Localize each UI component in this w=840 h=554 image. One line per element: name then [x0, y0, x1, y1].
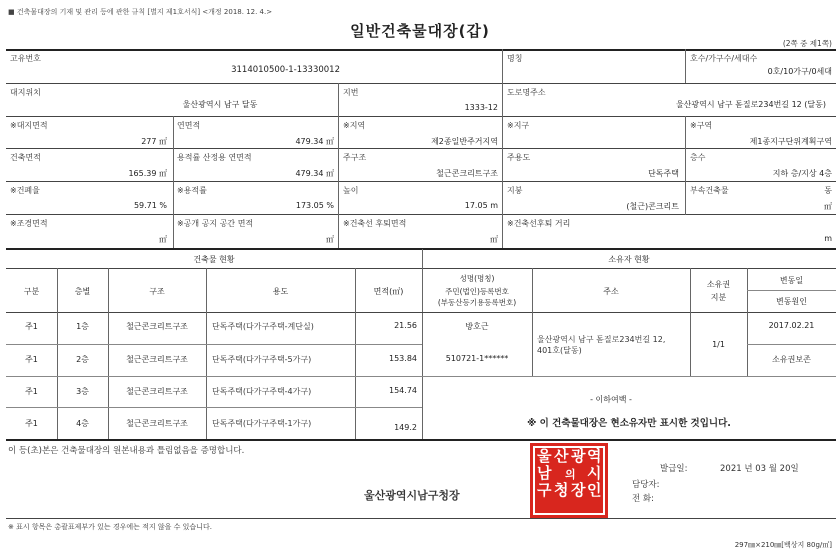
road-address-label: 도로명주소 [507, 88, 546, 97]
paper-size-note: 297㎜×210㎜[백상지 80g/㎡] [734, 541, 832, 549]
coverage-ratio-value: 59.71 % [133, 201, 167, 210]
col-area: 면적(㎡) [373, 287, 404, 296]
zone-label: ※지역 [343, 121, 366, 130]
owner-notice: ※ 이 건축물대장은 현소유자만 표시한 것입니다. [527, 418, 731, 429]
staff-label: 담당자: [632, 480, 660, 490]
building-area-label: 건축면적 [10, 153, 41, 162]
col-structure: 구조 [149, 287, 165, 296]
ot-change-divider [747, 290, 836, 291]
ot-change-row-divider [747, 344, 836, 345]
district-label: ※지구 [507, 121, 530, 130]
lot-value: 1333-12 [464, 103, 498, 112]
area-zone-label: ※구역 [690, 121, 713, 130]
bt-row-line-1 [6, 344, 422, 345]
coverage-ratio-label: ※건폐율 [10, 186, 40, 195]
loc-vline-2 [502, 83, 503, 116]
floors-value: 지하 층/지상 4층 [772, 169, 832, 178]
annex-count-unit: 동 [824, 186, 832, 195]
units-value: 0호/10가구/0세대 [767, 67, 832, 76]
annex-label: 부속건축물 [690, 186, 729, 195]
setback-distance-value: m [824, 234, 832, 243]
owner-address-header: 주소 [603, 287, 619, 296]
landscape-area-value: ㎡ [159, 235, 167, 244]
table-header-divider [6, 312, 836, 313]
annex-area-unit: ㎡ [824, 202, 832, 211]
below-blank-text: - 이하여백 - [590, 395, 632, 404]
roof-value: (철근)콘크리트 [626, 202, 679, 211]
row-gubun: 주1 [25, 322, 38, 331]
height-value: 17.05 m [464, 201, 498, 210]
roof-label: 지붕 [507, 186, 523, 195]
change-date: 2017.02.21 [768, 321, 815, 330]
table-bottom-border [6, 439, 836, 441]
floors-label: 층수 [690, 153, 706, 162]
owner-share-header-2: 지분 [710, 293, 727, 302]
change-reason: 소유권보존 [772, 355, 811, 364]
footer-divider [6, 518, 836, 519]
header-vline-1 [502, 49, 503, 83]
footer-note: ※ 표시 항목은 총괄표제부가 있는 경우에는 적지 않을 수 있습니다. [8, 523, 212, 531]
col-floor: 층별 [74, 287, 91, 296]
owner-share: 1/1 [712, 340, 725, 349]
section-divider [6, 248, 836, 250]
owner-id: 510721-1****** [445, 354, 509, 363]
owner-share-header-1: 소유권 [706, 280, 731, 289]
row-area: 21.56 [394, 321, 417, 330]
floor-area-ratio-label: ※용적률 [177, 186, 207, 195]
row-gubun: 주1 [25, 419, 38, 428]
row-area: 149.2 [394, 423, 417, 432]
open-space-label: ※공개 공지 공간 면적 [177, 219, 254, 228]
owner-reg-header: (부동산등기용등록번호) [437, 298, 517, 307]
row-gubun: 주1 [25, 355, 38, 364]
row3-divider [6, 214, 836, 215]
owner-id-header: 주민(법인)등록번호 [445, 287, 509, 296]
far-floor-area-label: 용적률 산정용 연면적 [177, 153, 252, 162]
row-structure: 철근콘크리트구조 [126, 355, 188, 364]
issue-date-label: 발급일: [660, 464, 688, 474]
site-area-value: 277 ㎡ [141, 137, 167, 146]
row-usage: 단독주택(다가구주택-4가구) [212, 387, 312, 396]
main-usage-value: 단독주택 [648, 169, 679, 178]
setback-area-label: ※건축선 후퇴면적 [343, 219, 407, 228]
unique-no-value: 3114010500-1-13330012 [231, 65, 340, 75]
row-floor: 1층 [76, 322, 89, 331]
main-usage-label: 주용도 [507, 153, 531, 162]
total-floor-area-label: 연면적 [177, 121, 201, 130]
row-area: 154.74 [389, 386, 417, 395]
owner-status-title: 소유자 현황 [608, 255, 650, 264]
row-structure: 철근콘크리트구조 [126, 322, 188, 331]
zone-value: 제2종일반주거지역 [431, 137, 498, 146]
col-gubun: 구분 [23, 287, 40, 296]
issue-date: 2021 년 03 월 20일 [720, 464, 799, 474]
site-label: 대지위치 [10, 88, 41, 97]
col-usage: 용도 [272, 287, 289, 296]
change-reason-header: 변동원인 [776, 297, 807, 306]
site-area-label: ※대지면적 [10, 121, 48, 130]
row-gubun: 주1 [25, 387, 38, 396]
main-structure-label: 주구조 [343, 153, 367, 162]
total-floor-area-value: 479.34 ㎡ [295, 137, 334, 146]
setback-distance-label: ※건축선후퇴 거리 [507, 219, 571, 228]
bt-row-line-2 [6, 376, 422, 377]
building-status-title: 건축물 현황 [193, 255, 235, 264]
owner-address-line2: 401호(달동) [537, 346, 582, 355]
floor-area-ratio-value: 173.05 % [295, 201, 334, 210]
height-label: 높이 [343, 186, 359, 195]
page-indicator: (2쪽 중 제1쪽) [782, 39, 832, 48]
header-vline-2 [685, 49, 686, 83]
loc-vline-1 [338, 83, 339, 116]
ot-vline-1 [532, 268, 533, 376]
row-area: 153.84 [389, 354, 417, 363]
units-label: 호수/가구수/세대수 [690, 54, 758, 63]
site-value: 울산광역시 남구 달동 [182, 100, 258, 109]
info-vline-3 [502, 116, 503, 248]
status-title-divider [6, 268, 836, 269]
document-title: 일반건축물대장(갑) [350, 22, 490, 40]
info-vline-4 [685, 116, 686, 215]
row-floor: 4층 [76, 419, 89, 428]
row-usage: 단독주택(다가구주택-1가구) [212, 419, 312, 428]
area-zone-value: 제1종지구단위계획구역 [749, 137, 832, 146]
row-usage: 단독주택(다가구주택-5가구) [212, 355, 312, 364]
bt-row-line-3 [6, 407, 422, 408]
header-top-border [6, 49, 836, 51]
landscape-area-label: ※조경면적 [10, 219, 48, 228]
row-usage: 단독주택(다가구주택-계단실) [212, 322, 314, 331]
issuing-office: 울산광역시남구청장 [364, 489, 460, 502]
ot-bottom-line [422, 376, 836, 377]
official-seal: 울 산 광 역 시 남 구 청 장 인 의 [530, 443, 608, 518]
lot-label: 지번 [343, 88, 359, 97]
row-structure: 철근콘크리트구조 [126, 387, 188, 396]
info-vline-1 [173, 116, 174, 248]
open-space-value: ㎡ [326, 235, 334, 244]
header-divider [6, 83, 836, 84]
far-floor-area-value: 479.34 ㎡ [295, 169, 334, 178]
road-address-value: 울산광역시 남구 돋질로234번길 12 (달동) [675, 100, 826, 109]
change-date-header: 변동일 [779, 276, 804, 285]
form-reference-note: ■ 건축물대장의 기재 및 관리 등에 관한 규칙 [별지 제1호서식] <개정 2018. 12. 4.> [8, 8, 273, 16]
info-vline-2 [338, 116, 339, 248]
name-label: 명칭 [507, 54, 523, 63]
row2-divider [6, 181, 836, 182]
unique-no-label: 고유번호 [10, 54, 41, 63]
certification-text: 이 등(초)본은 건축물대장의 원본내용과 틀림없음을 증명합니다. [8, 446, 245, 456]
phone-label: 전 화: [632, 494, 654, 504]
location-divider [6, 116, 836, 117]
building-area-value: 165.39 ㎡ [128, 169, 167, 178]
row-structure: 철근콘크리트구조 [126, 419, 188, 428]
setback-area-value: ㎡ [490, 235, 498, 244]
owner-name-header: 성명(명칭) [459, 274, 495, 283]
row1-divider [6, 148, 836, 149]
main-structure-value: 철근콘크리트구조 [436, 169, 498, 178]
row-floor: 2층 [76, 355, 89, 364]
owner-name: 방호근 [465, 322, 489, 331]
row-floor: 3층 [76, 387, 89, 396]
owner-address-line1: 울산광역시 남구 돋질로234번길 12, [537, 335, 666, 344]
